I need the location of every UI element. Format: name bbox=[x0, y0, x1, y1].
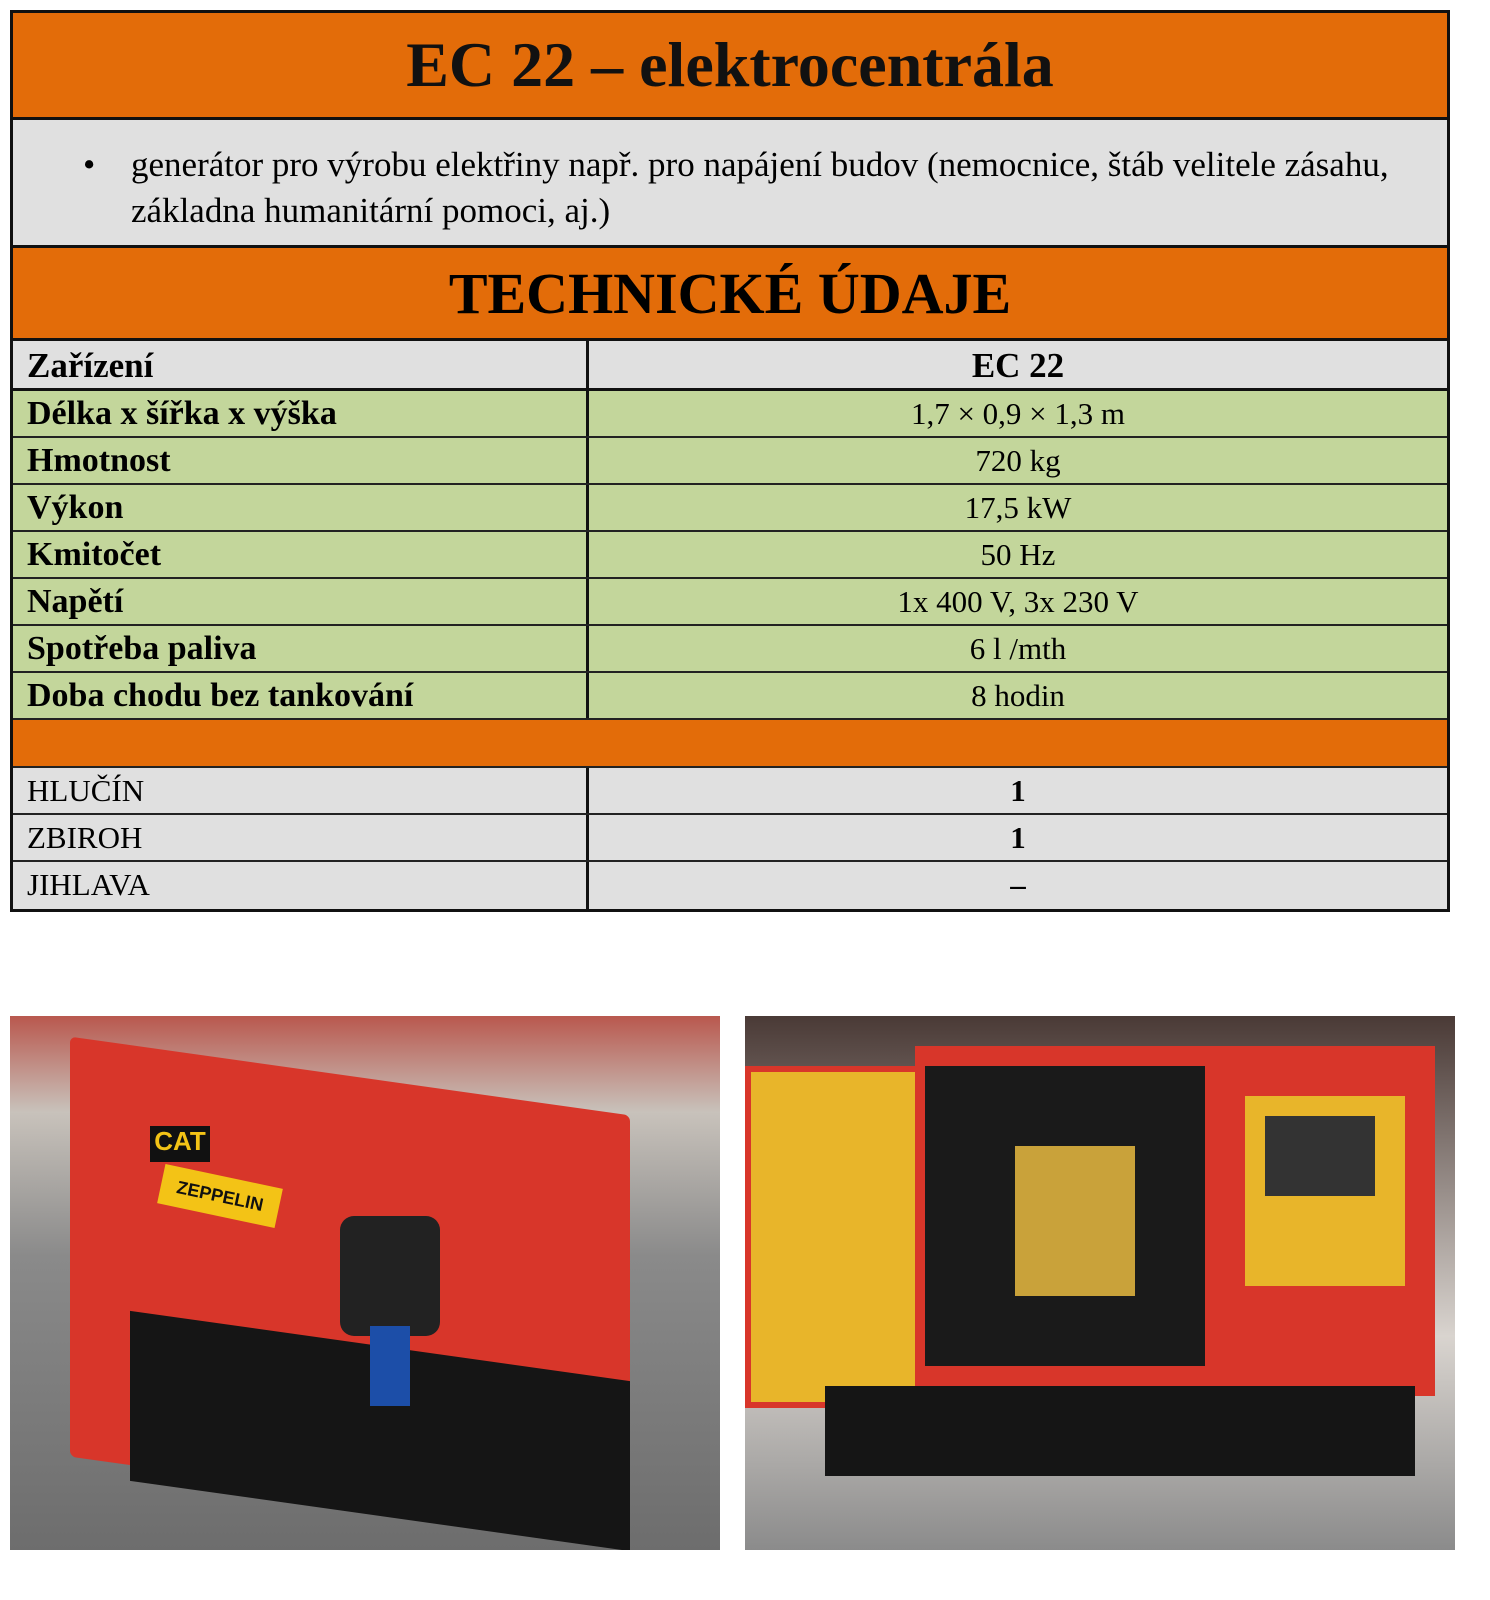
table-row bbox=[13, 579, 1447, 626]
table-row bbox=[13, 673, 1447, 720]
spec-key: Hmotnost bbox=[13, 438, 589, 483]
spec-key: Spotřeba paliva bbox=[13, 626, 589, 671]
open-door-left bbox=[745, 1066, 927, 1408]
table-header-row bbox=[13, 341, 1447, 391]
generator-photo-open bbox=[745, 1016, 1455, 1550]
location-count: 1 bbox=[1010, 820, 1026, 855]
spec-key: Délka x šířka x výška bbox=[13, 391, 589, 436]
page-title: EC 22 – elektrocentrála bbox=[13, 13, 1447, 120]
engine bbox=[1015, 1146, 1135, 1296]
location-count: 1 bbox=[1010, 773, 1026, 808]
header-value: EC 22 bbox=[971, 346, 1065, 385]
location-name: JIHLAVA bbox=[13, 862, 589, 909]
generator-photo-closed bbox=[10, 1016, 720, 1550]
spec-value: 720 kg bbox=[975, 443, 1061, 478]
header-key: Zařízení bbox=[13, 341, 589, 388]
spec-value: 50 Hz bbox=[980, 537, 1056, 572]
separator-row bbox=[13, 720, 1447, 768]
description bbox=[13, 120, 1447, 248]
table-row bbox=[13, 391, 1447, 438]
section-title: TECHNICKÉ ÚDAJE bbox=[13, 248, 1447, 341]
control-window bbox=[340, 1216, 440, 1336]
location-row bbox=[13, 815, 1447, 862]
bullet: • bbox=[83, 145, 96, 184]
spec-value: 8 hodin bbox=[971, 678, 1065, 713]
spec-value: 1,7 × 0,9 × 1,3 m bbox=[910, 396, 1126, 431]
spec-key: Kmitočet bbox=[13, 532, 589, 577]
spec-key: Výkon bbox=[13, 485, 589, 530]
table-row bbox=[13, 532, 1447, 579]
table-row bbox=[13, 438, 1447, 485]
location-name: ZBIROH bbox=[13, 815, 589, 860]
spec-key: Napětí bbox=[13, 579, 589, 624]
controller-display bbox=[1265, 1116, 1375, 1196]
location-name: HLUČÍN bbox=[13, 768, 589, 813]
table-row bbox=[13, 485, 1447, 532]
generator-base bbox=[825, 1386, 1415, 1476]
zeppelin-logo: ZEPPELIN bbox=[157, 1164, 283, 1228]
spec-table bbox=[10, 10, 1450, 912]
spec-key: Doba chodu bez tankování bbox=[13, 673, 589, 718]
spec-value: 1x 400 V, 3x 230 V bbox=[897, 584, 1139, 619]
cat-logo: CAT bbox=[150, 1126, 210, 1162]
table-row bbox=[13, 626, 1447, 673]
spec-value: 17,5 kW bbox=[964, 490, 1072, 525]
description-text: generátor pro výrobu elektřiny např. pro napájení budov (nemocnice, štáb velitele zásahu, základna humanitární pomoci, aj.) bbox=[131, 145, 1389, 230]
location-count: – bbox=[1010, 867, 1026, 902]
location-row bbox=[13, 768, 1447, 815]
warning-sign bbox=[370, 1326, 410, 1406]
location-row bbox=[13, 862, 1447, 909]
spec-value: 6 l /mth bbox=[969, 631, 1067, 666]
